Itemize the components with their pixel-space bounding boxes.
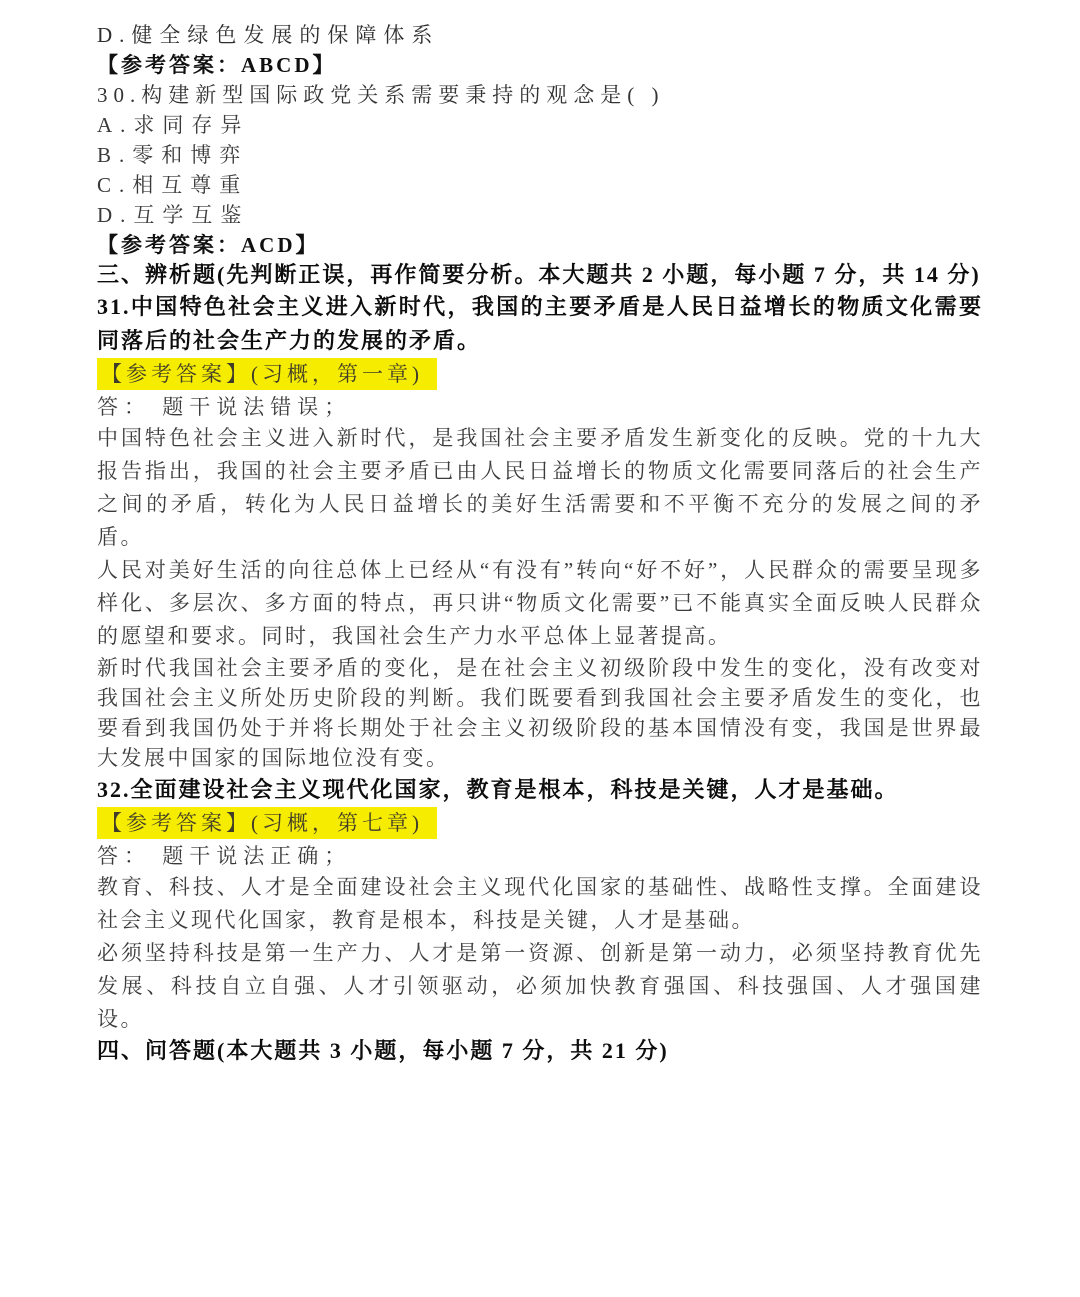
q32-verdict: 答： 题干说法正确； <box>97 844 352 868</box>
q30-option-b: B.零和博弈 <box>97 143 249 167</box>
q30-option-a: A.求同存异 <box>97 113 250 137</box>
q29-option-d: D.健全绿色发展的保障体系 <box>97 23 440 47</box>
q32-analysis-paragraph-2: 必须坚持科技是第一生产力、人才是第一资源、创新是第一动力，必须坚持教育优先发展、科技自立自强、人才引领驱动，必须加快教育强国、科技强国、人才强国建设。 <box>97 941 983 1031</box>
q32-reference-answer-highlight: 【参考答案】(习概，第七章) <box>97 807 437 839</box>
q30-option-c: C.相互尊重 <box>97 173 249 197</box>
q30-option-d: D.互学互鉴 <box>97 203 250 227</box>
q32-highlight-row <box>97 807 983 841</box>
section-3-heading: 三、辨析题(先判断正误，再作简要分析。本大题共 2 小题，每小题 7 分，共 14 分) <box>97 262 981 287</box>
q32-statement: 32.全面建设社会主义现代化国家，教育是根本，科技是关键，人才是基础。 <box>97 777 899 802</box>
q31-analysis-paragraph-3: 新时代我国社会主要矛盾的变化，是在社会主义初级阶段中发生的变化，没有改变对我国社会主义所处历史阶段的判断。我们既要看到我国社会主要矛盾发生的变化，也要看到我国仍处于并将长期处于社会主义初级阶段的基本国情没有变，我国是世界最大发展中国家的国际地位没有变。 <box>97 656 983 770</box>
q31-highlight-row <box>97 358 983 392</box>
q31-statement: 31.中国特色社会主义进入新时代，我国的主要矛盾是人民日益增长的物质文化需要同落后的社会生产力的发展的矛盾。 <box>97 294 983 353</box>
section-4-heading: 四、问答题(本大题共 3 小题，每小题 7 分，共 21 分) <box>97 1038 669 1063</box>
q30-reference-answer: 【参考答案：ACD】 <box>97 233 320 257</box>
q31-verdict: 答： 题干说法错误； <box>97 395 352 419</box>
q31-reference-answer-highlight: 【参考答案】(习概，第一章) <box>97 358 437 390</box>
q29-reference-answer: 【参考答案：ABCD】 <box>97 53 337 77</box>
q31-analysis-paragraph-2: 人民对美好生活的向往总体上已经从“有没有”转向“好不好”，人民群众的需要呈现多样化、多层次、多方面的特点，再只讲“物质文化需要”已不能真实全面反映人民群众的愿望和要求。同时，我国社会生产力水平总体上显著提高。 <box>97 558 983 648</box>
q30-question-stem: 30.构建新型国际政党关系需要秉持的观念是( ) <box>97 83 665 107</box>
q32-analysis-paragraph-1: 教育、科技、人才是全面建设社会主义现代化国家的基础性、战略性支撑。全面建设社会主义现代化国家，教育是根本，科技是关键，人才是基础。 <box>97 875 983 932</box>
q31-analysis-paragraph-1: 中国特色社会主义进入新时代，是我国社会主要矛盾发生新变化的反映。党的十九大报告指出，我国的社会主要矛盾已由人民日益增长的物质文化需要同落后的社会生产之间的矛盾，转化为人民日益增长的美好生活需要和不平衡不充分的发展之间的矛盾。 <box>97 426 983 549</box>
